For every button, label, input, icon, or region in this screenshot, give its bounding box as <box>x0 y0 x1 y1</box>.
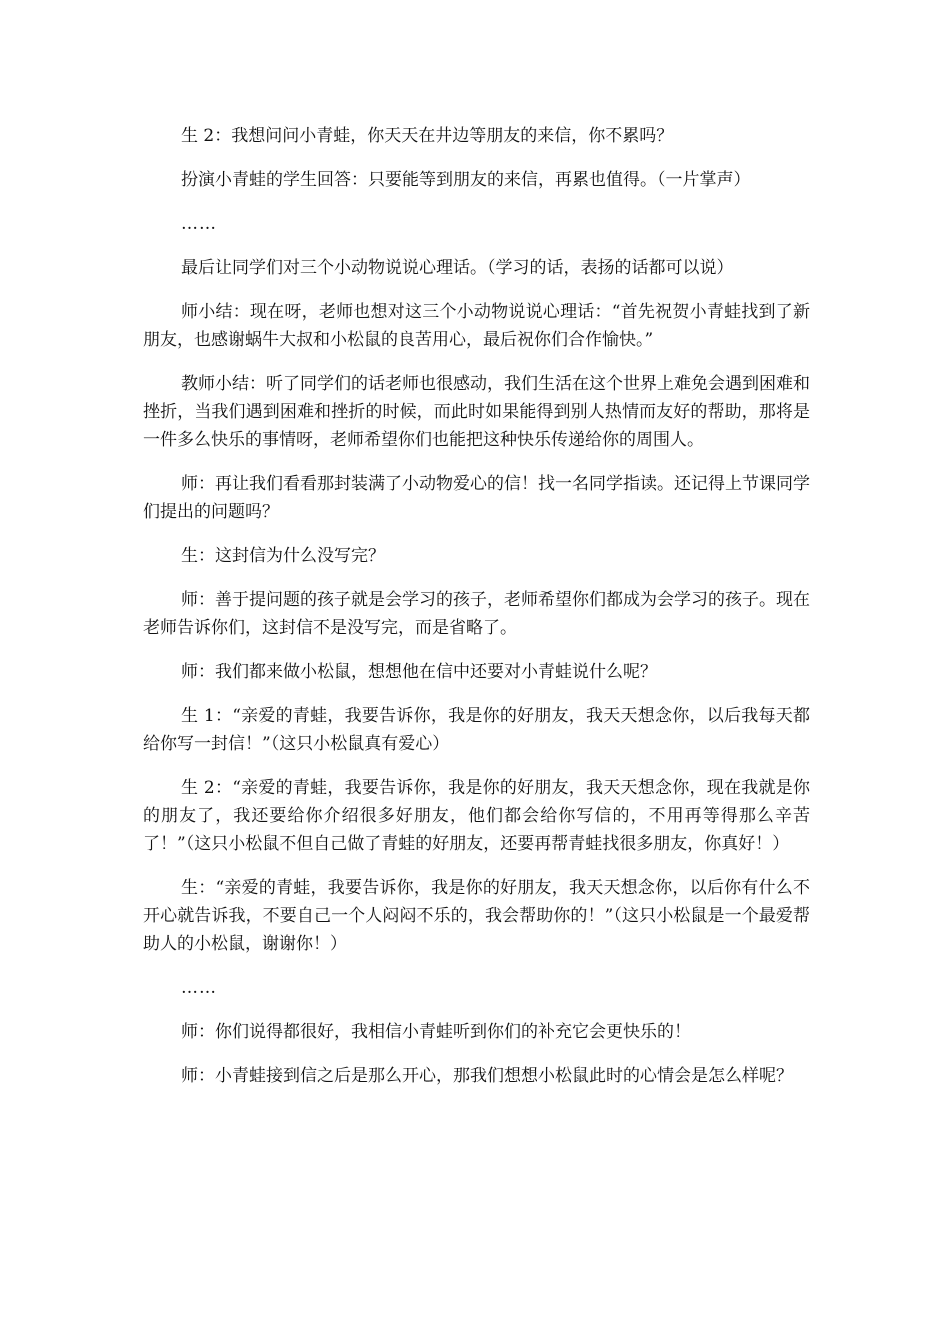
paragraph: 扮演小青蛙的学生回答：只要能等到朋友的来信，再累也值得。（一片掌声） <box>181 170 751 190</box>
paragraph: 师：再让我们看看那封装满了小动物爱心的信！找一名同学指读。还记得上节课同学们提出的问题吗？ <box>143 474 810 522</box>
paragraph: 师：小青蛙接到信之后是那么开心，那我们想想小松鼠此时的心情会是怎么样呢？ <box>181 1066 793 1086</box>
paragraph: 生 2：“亲爱的青蛙，我要告诉你，我是你的好朋友，我天天想念你，现在我就是你的朋友了，我还要给你介绍很多好朋友，他们都会给你写信的，不用再等得那么辛苦了！”（这只小松鼠不但自己做了青蛙的好朋友，还要再帮青蛙找很多朋友，你真好！） <box>143 778 810 854</box>
paragraph: 师：我们都来做小松鼠，想想他在信中还要对小青蛙说什么呢？ <box>181 662 657 682</box>
paragraph: 生：这封信为什么没写完？ <box>181 546 385 566</box>
ellipsis-paragraph: …… <box>181 214 217 234</box>
document-body <box>143 122 810 1106</box>
paragraph: 生 1：“亲爱的青蛙，我要告诉你，我是你的好朋友，我天天想念你，以后我每天都给你写一封信！”（这只小松鼠真有爱心） <box>143 706 810 754</box>
paragraph: 师小结：现在呀，老师也想对这三个小动物说说心理话：“首先祝贺小青蛙找到了新朋友，也感谢蜗牛大叔和小松鼠的良苦用心，最后祝你们合作愉快。” <box>143 302 810 350</box>
paragraph: 师：你们说得都很好，我相信小青蛙听到你们的补充它会更快乐的！ <box>181 1022 691 1042</box>
paragraph: 教师小结：听了同学们的话老师也很感动，我们生活在这个世界上难免会遇到困难和挫折，当我们遇到困难和挫折的时候，而此时如果能得到别人热情而友好的帮助，那将是一件多么快乐的事情呀，老师希望你们也能把这种快乐传递给你的周围人。 <box>143 374 810 450</box>
paragraph: 生：“亲爱的青蛙，我要告诉你，我是你的好朋友，我天天想念你，以后你有什么不开心就告诉我，不要自己一个人闷闷不乐的，我会帮助你的！”（这只小松鼠是一个最爱帮助人的小松鼠，谢谢你！） <box>143 878 810 954</box>
paragraph: 师：善于提问题的孩子就是会学习的孩子，老师希望你们都成为会学习的孩子。现在老师告诉你们，这封信不是没写完，而是省略了。 <box>143 590 810 638</box>
paragraph: 最后让同学们对三个小动物说说心理话。（学习的话，表扬的话都可以说） <box>181 258 734 278</box>
ellipsis-paragraph: …… <box>181 978 217 998</box>
paragraph: 生 2：我想问问小青蛙，你天天在井边等朋友的来信，你不累吗？ <box>181 126 674 146</box>
